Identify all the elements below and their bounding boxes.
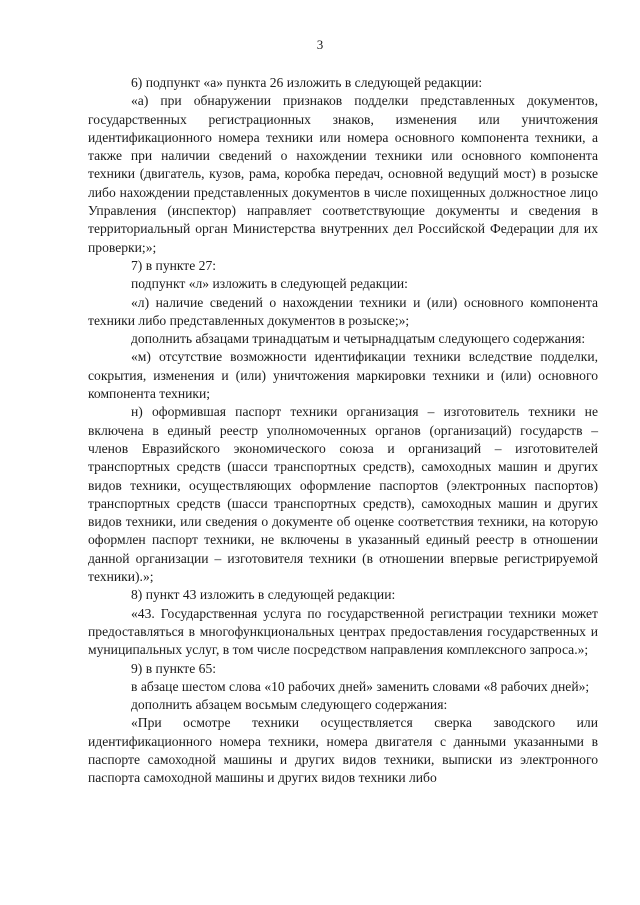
paragraph: дополнить абзацами тринадцатым и четырнадцатым следующего содержания: [131, 331, 586, 347]
paragraph: 6) подпункт «а» пункта 26 изложить в следующей редакции: [131, 75, 483, 90]
paragraph: 8) пункт 43 изложить в следующей редакции: [131, 587, 396, 603]
paragraph: «а) при обнаружении признаков подделки представленных документов, государственных регистрационных знаков, изменения или уничтожения идентификационного номера техники или номера основного компонента техники, а также при наличии сведений о нахождении техники или основного компонента техники (двигатель, кузов, рама, коробка передач, основной ведущий мост) в розыске либо нахождении представленных документов в числе похищенных должностное лицо Управления (инспектор) направляет соответствующие документы и сведения в территориальный орган Министерства внутренних дел Российской Федерации для их проверки;»; [88, 93, 598, 255]
paragraph: дополнить абзацем восьмым следующего содержания: [131, 697, 448, 713]
document-body [88, 74, 598, 788]
paragraph: «л) наличие сведений о нахождении техники и (или) основного компонента техники либо представленных документов в розыске;»; [88, 294, 598, 328]
paragraph: в абзаце шестом слова «10 рабочих дней» заменить словами «8 рабочих дней»; [131, 678, 590, 694]
paragraph: «При осмотре техники осуществляется сверка заводского или идентификационного номера техники, номера двигателя с данными указанными в паспорте самоходной машины и других видов техники, выписки из электронного паспорта самоходной машины и других видов техники либо [88, 715, 598, 786]
page-number: 3 [316, 37, 324, 52]
paragraph: «43. Государственная услуга по государственной регистрации техники может предоставляться в многофункциональных центрах предоставления государственных и муниципальных услуг, в том числе посредством направления комплексного запроса.»; [88, 605, 598, 658]
paragraph: подпункт «л» изложить в следующей редакции: [131, 276, 408, 292]
paragraph: 7) в пункте 27: [131, 257, 217, 273]
paragraph: 9) в пункте 65: [131, 660, 217, 676]
paragraph: «м) отсутствие возможности идентификации техники вследствие подделки, сокрытия, изменения и (или) уничтожения маркировки техники и (или) основного компонента техники; [88, 349, 598, 402]
paragraph: н) оформившая паспорт техники организация – изготовитель техники не включена в единый реестр уполномоченных органов (организаций) государств – членов Евразийского экономического союза и организаций – изготовителей транспортных средств (шасси транспортных средств), самоходных машин и других видов техники, осуществляющих оформление паспортов (электронных паспортов) транспортных средств (шасси транспортных средств), самоходных машин и других видов техники, или сведения о документе об оценке соответствия техники, на которую оформлен паспорт техники, не включены в указанный единый реестр в отношении данной организации – изготовителя техники (в отношении впервые регистрируемой техники).»; [88, 404, 598, 585]
